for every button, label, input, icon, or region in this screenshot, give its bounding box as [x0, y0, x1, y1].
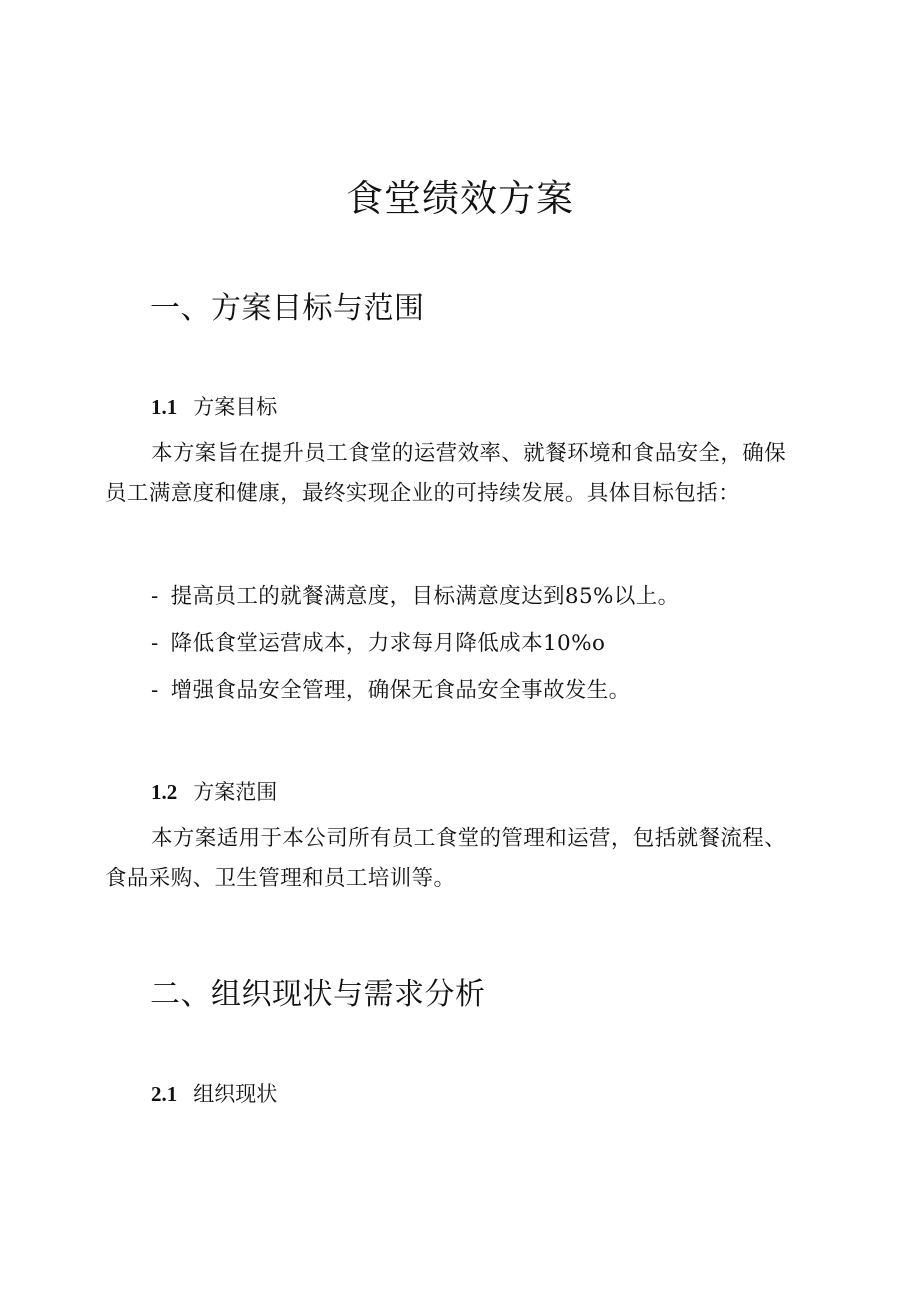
subsection-title: 方案目标	[193, 395, 278, 419]
subsection-heading-1-2	[151, 777, 277, 807]
subsection-number: 1.1	[151, 395, 178, 419]
subsection-heading-2-1	[151, 1079, 277, 1109]
list-item-text: 降低食堂运营成本，力求每月降低成本10%o	[170, 631, 606, 656]
section-heading-1: 一、方案目标与范围	[150, 291, 425, 326]
paragraph-scope: 本方案适用于本公司所有员工食堂的管理和运营，包括就餐流程、食品采购、卫生管理和员工培训等。	[105, 826, 787, 891]
list-item-text: 增强食品安全管理，确保无食品安全事故发生。	[170, 678, 631, 703]
list-item	[151, 582, 680, 612]
bullet-marker: -	[151, 678, 159, 703]
subsection-title: 方案范围	[193, 780, 278, 804]
list-item	[151, 676, 631, 706]
subsection-title: 组织现状	[193, 1082, 278, 1106]
subsection-number: 2.1	[151, 1082, 178, 1106]
paragraph-goals: 本方案旨在提升员工食堂的运营效率、就餐环境和食品安全，确保员工满意度和健康，最终实现企业的可持续发展。具体目标包括：	[105, 441, 787, 506]
section-heading-2: 二、组织现状与需求分析	[150, 977, 486, 1012]
bullet-marker: -	[151, 631, 159, 656]
bullet-marker: -	[151, 584, 159, 609]
list-item-text: 提高员工的就餐满意度，目标满意度达到85%以上。	[170, 584, 680, 609]
document-title: 食堂绩效方案	[346, 177, 574, 220]
subsection-heading-1-1	[151, 392, 277, 422]
subsection-number: 1.2	[151, 780, 178, 804]
list-item	[151, 629, 605, 659]
